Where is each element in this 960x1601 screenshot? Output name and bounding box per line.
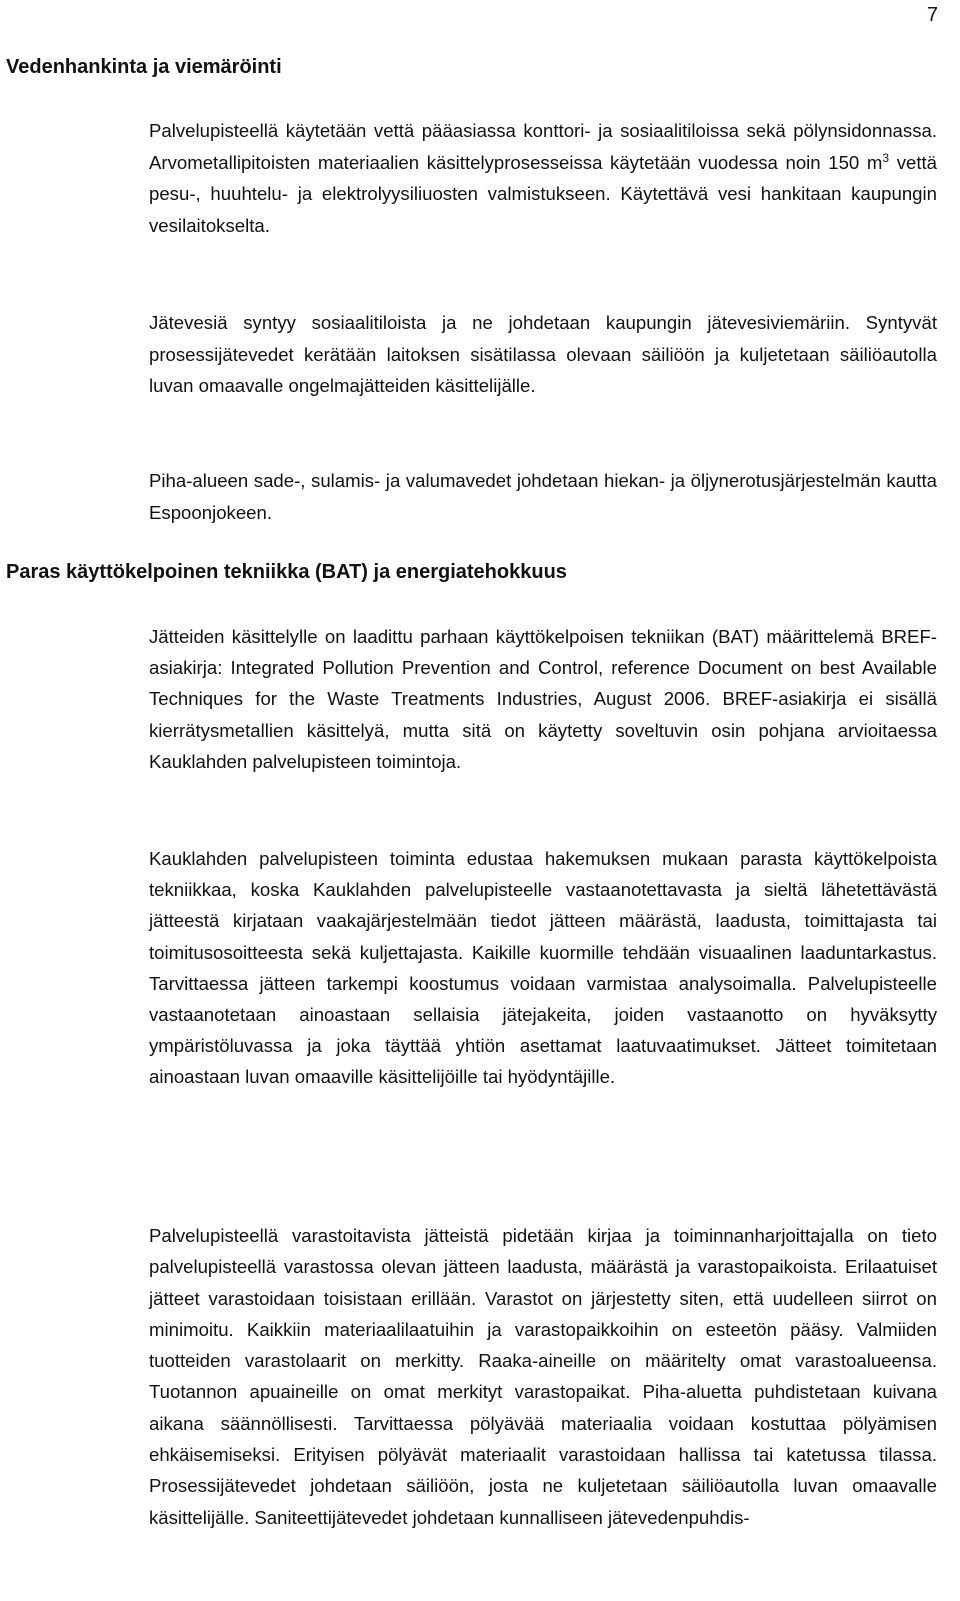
paragraph-water-usage (149, 115, 937, 241)
page-number: 7 (926, 4, 938, 26)
paragraph-storage: Palvelupisteellä varastoitavista jätteistä pidetään kirjaa ja toiminnanharjoittajalla on tieto palvelupisteellä varastossa olevan jätteen laadusta, määrästä ja varastopaikoista. Erilaatuiset jätteet varastoidaan toisistaan erillään. Varastot on järjestetty siten, että uudelleen siirrot on minimoitu. Kaikkiin materiaalilaatuihin ja varastopaikkoihin on esteetön pääsy. Valmiiden tuotteiden varastolaarit on merkitty. Raaka-aineille on määritelty omat varastoalueensa. Tuotannon apuaineille on omat merkityt varastopaikat. Piha-aluetta puhdistetaan kuivana aikana säännöllisesti. Tarvittaessa pölyävää materiaalia voidaan kostuttaa pölyämisen ehkäisemiseksi. Erityisen pölyävät materiaalit varastoidaan hallissa tai katetussa tilassa. Prosessijätevedet johdetaan säiliöön, josta ne kuljetetaan säiliöautolla luvan omaavalle käsittelijälle. Saniteettijätevedet johdetaan kunnalliseen jätevedenpuhdis- (149, 1225, 937, 1528)
superscript: 3 (882, 150, 890, 165)
paragraph-stormwater: Piha-alueen sade-, sulamis- ja valumavedet johdetaan hiekan- ja öljynerotusjärjestelmän kautta Espoonjokeen. (149, 470, 937, 523)
paragraph-text: Palvelupisteellä käytetään vettä pääasiassa konttori- ja sosiaalitiloissa sekä pölynsidonnassa. Arvometallipitoisten materiaalien käsittelyprosesseissa käytetään vuodessa noin 150 m (149, 120, 937, 173)
paragraph-bat-operation: Kauklahden palvelupisteen toiminta edustaa hakemuksen mukaan parasta käyttökelpoista tekniikkaa, koska Kauklahden palvelupisteelle vastaanotettavasta ja sieltä lähetettävästä jätteestä kirjataan vaakajärjestelmään tiedot jätteen määrästä, laadusta, toimittajasta tai toimitusosoitteesta sekä kuljettajasta. Kaikille kuormille tehdään visuaalinen laaduntarkastus. Tarvittaessa jätteen tarkempi koostumus voidaan varmistaa analysoimalla. Palvelupisteelle vastaanotetaan ainoastaan sellaisia jätejakeita, joiden vastaanotto on hyväksytty ympäristöluvassa ja joka täyttää yhtiön asettamat laatuvaatimukset. Jätteet toimitetaan ainoastaan luvan omaaville käsittelijöille tai hyödyntäjille. (149, 848, 937, 1088)
paragraph-wastewater: Jätevesiä syntyy sosiaalitiloista ja ne johdetaan kaupungin jätevesiviemäriin. Syntyvät prosessijätevedet kerätään laitoksen sisätilassa olevaan säiliöön ja kuljetetaan säiliöautolla luvan omaavalle ongelmajätteiden käsittelijälle. (149, 312, 937, 396)
paragraph-bref-document: Jätteiden käsittelylle on laadittu parhaan käyttökelpoisen tekniikan (BAT) määrittelemä BREF-asiakirja: Integrated Pollution Prevention and Control, reference Document on best Available Techniques for the Waste Treatments Industries, August 2006. BREF-asiakirja ei sisällä kierrätysmetallien käsittelyä, mutta sitä on käytetty soveltuvin osin pohjana arvioitaessa Kauklahden palvelupisteen toimintoja. (149, 626, 937, 772)
section-heading-water: Vedenhankinta ja viemäröinti (6, 56, 282, 78)
section-heading-bat: Paras käyttökelpoinen tekniikka (BAT) ja energiatehokkuus (6, 561, 567, 583)
paragraph-text: vettä pesu-, huuhtelu- ja elektrolyysiliuosten valmistukseen. Käytettävä vesi hankitaan kaupungin vesilaitokselta. (149, 151, 938, 236)
